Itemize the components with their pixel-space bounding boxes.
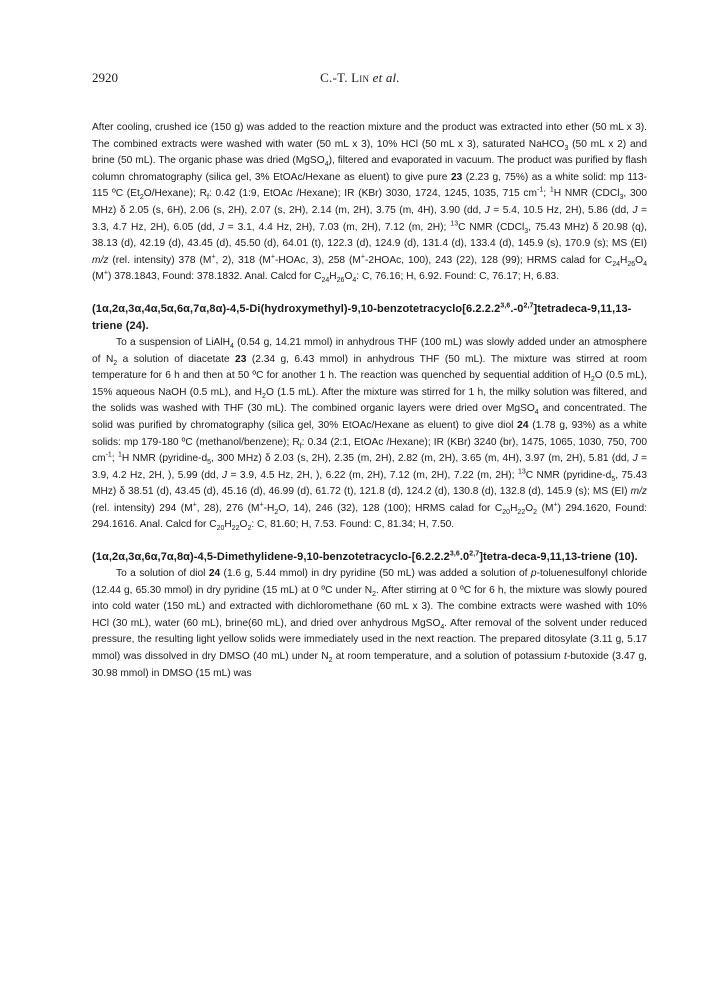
experimental-paragraph-10: To a solution of diol 24 (1.6 g, 5.44 mmol) in dry pyridine (50 mL) was added a solution of p-toluenesulfonyl chloride (12.44 g, 65.30 mmol) in dry pyridine (15 mL) at 0 ºC under $N_2$. After stirring at 0 ºC for 6 h, the mixture was slowly poured into cold water (150 mL) and extracted with dichloromethane (60 mL x 3). The combine extracts were washed with 10% HCl (30 mL), water (60 mL), brine(60 mL), and dried over anhydrous MgSO$_4$. After removal of the solvent under reduced pressure, the resulting light yellow solids were immediately used in the next reaction. The prepared ditosylate (3.11 g, 5.17 mmol) was dissolved in dry DMSO (40 mL) under $N_2$ at room temperature, and a solution of potassium t-butoxide (3.47 g, 30.98 mmol) in DMSO (15 mL) was (92, 568, 647, 679)
compound-10-heading: (1α,2α,3α,6α,7α,8α)-4,5-Dimethylidene-9,10-benzotetracyclo-[6.2.2.2$^{3,6}$.0$^{2,7}$]tetra-deca-9,11,13-triene (10). (92, 550, 638, 564)
compound-24-heading: (1α,2α,3α,4α,5α,6α,7α,8α)-4,5-Di(hydroxymethyl)-9,10-benzotetracyclo[6.2.2.2$^{3,6}$.-0$^{2,7}$]tetradeca-9,11,13-triene (24). (92, 302, 632, 332)
running-head: C.-T. Lin et al. (320, 70, 400, 85)
page-header (0, 70, 720, 90)
page-number: 2920 (92, 70, 118, 85)
experimental-paragraph-23: After cooling, crushed ice (150 g) was added to the reaction mixture and the product was extracted into ether (50 mL x 3). The combined extracts were washed with water (50 mL x 3), 10% HCl (50 mL x 3), saturated NaHCO$_3$ (50 mL x 2) and brine (50 mL). The organic phase was dried (MgSO$_4$), filtered and evaporated in vacuum. The product was purified by flash column chromatography (silica gel, 3% EtOAc/Hexane as eluent) to give pure 23 (2.23 g, 75%) as a white solid: mp 113-115 ºC $(Et_2O/Hexane)$; $R_f$: 0.42 (1:9, EtOAc /Hexane); IR (KBr) 3030, 1724, 1245, 1035, 715 $cm^{-1}$; $^1$H NMR (CDCl$_3$, 300 MHz) δ 2.05 (s, 6H), 2.06 (s, 2H), 2.07 (s, 2H), 2.14 (m, 2H), 3.75 (m, 4H), 3.90 (dd, J = 5.4, 10.5 Hz, 2H), 5.86 (dd, J = 3.3, 4.7 Hz, 2H), 6.05 (dd, J = 3.1, 4.4 Hz, 2H), 7.03 (m, 2H), 7.12 (m, 2H); $^{13}$C NMR (CDCl$_3$, 75.43 MHz) δ 20.98 (q), 38.13 (d), 42.19 (d), 43.45 (d), 45.50 (d), 64.01 (t), 122.3 (d), 124.9 (d), 131.4 (d), 133.4 (d), 145.9 (s), 170.9 (s); MS (EI) m/z (rel. intensity) 378 (M+, 2), 318 (M+-HOAc, 3), 258 (M+-2HOAc, 100), 243 (22), 128 (99); HRMS calad for $C_{24}H_{26}O_4$ (M+) 378.1843, Found: 378.1832. Anal. Calcd for $C_{24}H_{26}O_4$: C, 76.16; H, 6.92. Found: C, 76.17; H, 6.83. (92, 122, 647, 285)
experimental-paragraph-24: To a suspension of LiAlH$_4$ (0.54 g, 14.21 mmol) in anhydrous THF (100 mL) was slowly added under an atmosphere of $N_2$ a solution of diacetate 23 (2.34 g, 6.43 mmol) in anhydrous THF (50 mL). The mixture was stirred at room temperature for 6 h and then at 50 ºC for another 1 h. The reaction was quenched by sequential addition of $H_2O$ (0.5 mL), 15% aqueous NaOH (0.5 mL), and $H_2O$ (1.5 mL). After the mixture was stirred for 1 h, the milky solution was filtered, and the solids was washed with THF (30 mL). The combined organic layers were dried over MgSO$_4$ and concentrated. The solid was purified by chromatography (silica gel, 30% EtOAc/Hexane as eluent) to give diol 24 (1.78 g, 93%) as a white solids: mp 179-180 ºC (methanol/benzene); $R_f$: 0.34 (2:1, EtOAc /Hexane); IR (KBr) 3240 (br), 1475, 1065, 1030, 750, 700 $cm^{-1}$; $^1$H NMR ($pyridine-d_5$, 300 MHz) δ 2.03 (s, 2H), 2.35 (m, 2H), 2.82 (m, 2H), 3.65 (m, 4H), 3.97 (m, 2H), 5.81 (dd, J = 3.9, 4.2 Hz, 2H, ), 5.99 (dd, J = 3.9, 4.5 Hz, 2H, ), 6.22 (m, 2H), 7.12 (m, 2H), 7.22 (m, 2H); $^{13}$C NMR ($pyridine-d_5$, 75.43 MHz) δ 38.51 (d), 43.45 (d), 45.16 (d), 46.99 (d), 61.72 (t), 121.8 (d), 124.2 (d), 130.8 (d), 132.8 (d), 145.9 (s); MS (EI) m/z (rel. intensity) 294 (M+, 28), 276 ($M^+-H_2O$, 14), 246 (32), 128 (100); HRMS calad for $C_{20}H_{22}O_2$ (M+) 294.1620, Found: 294.1616. Anal. Calcd for $C_{20}H_{22}O_2$: C, 81.60; H, 7.53. Found: C, 81.34; H, 7.50. (92, 336, 647, 533)
article-body (92, 120, 647, 682)
